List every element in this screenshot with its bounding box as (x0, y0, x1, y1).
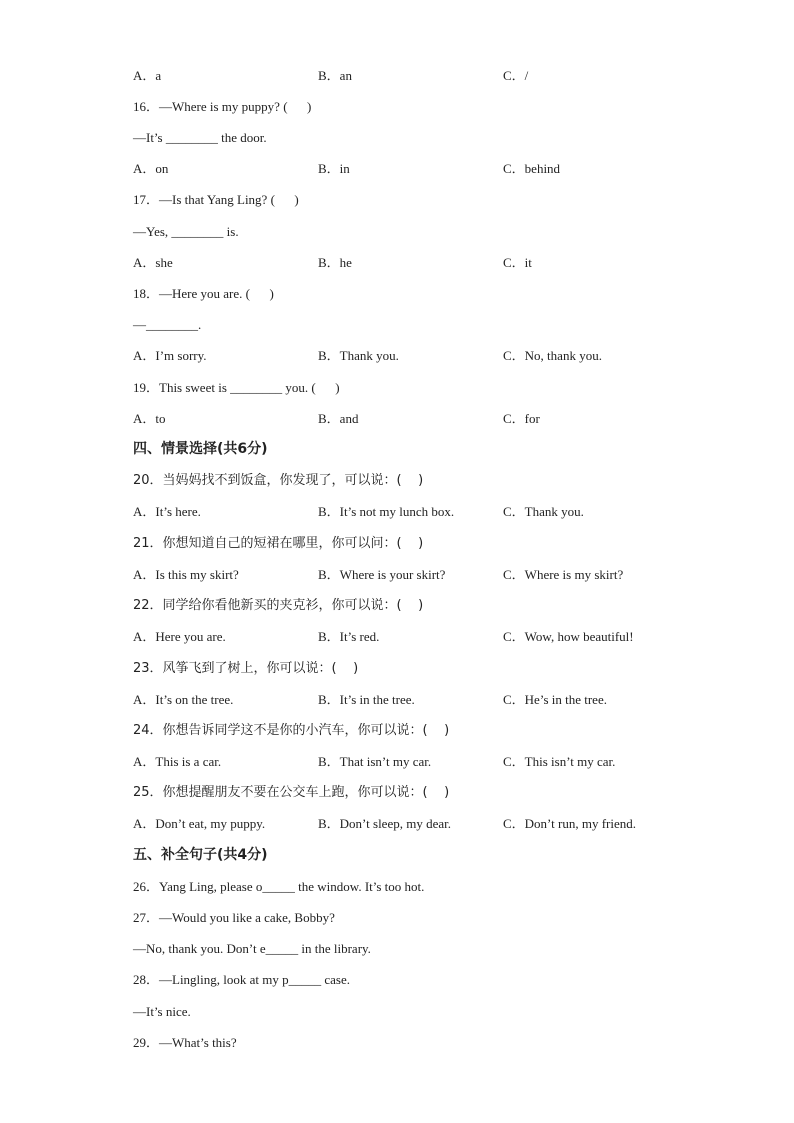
option-a: A．Is this my skirt? (133, 567, 239, 582)
option-c: C．No, thank you. (503, 348, 602, 363)
question-29: 29．—What’s this? (133, 1035, 237, 1050)
section-heading-5: 五、补全句子(共4分) (133, 847, 268, 863)
question-18-answer-line: —________. (133, 317, 202, 332)
option-a: A．It’s here. (133, 504, 201, 519)
option-a: A．to (133, 411, 166, 426)
option-b: B．Where is your skirt? (318, 567, 446, 582)
option-b: B．It’s not my lunch box. (318, 504, 455, 519)
option-c: C．He’s in the tree. (503, 692, 607, 707)
option-a: A．on (133, 161, 169, 176)
option-b: B．and (318, 411, 359, 426)
question-20: 20．当妈妈找不到饭盒，你发现了，可以说：( ) (133, 473, 424, 488)
option-b: B．in (318, 161, 350, 176)
option-c: C．Wow, how beautiful! (503, 629, 634, 644)
question-18: 18．—Here you are. ( ) (133, 286, 274, 301)
option-b: B．It’s in the tree. (318, 692, 415, 707)
option-a: A．It’s on the tree. (133, 692, 234, 707)
option-b: B．That isn’t my car. (318, 754, 432, 769)
option-c: C．This isn’t my car. (503, 754, 616, 769)
question-21: 21．你想知道自己的短裙在哪里，你可以问：( ) (133, 536, 424, 551)
option-c: C．Where is my skirt? (503, 567, 624, 582)
option-b: B．an (318, 68, 352, 83)
option-b: B．he (318, 255, 352, 270)
question-27: 27．—Would you like a cake, Bobby? (133, 910, 335, 925)
option-a: A．a (133, 68, 162, 83)
question-28: 28．—Lingling, look at my p_____ case. (133, 972, 351, 987)
question-28-answer-line: —It’s nice. (133, 1004, 191, 1019)
option-c: C．it (503, 255, 532, 270)
option-c: C．/ (503, 68, 529, 83)
question-26: 26．Yang Ling, please o_____ the window. It’s too hot. (133, 879, 425, 894)
question-16-answer-line: —It’s ________ the door. (133, 130, 267, 145)
question-27-answer-line: —No, thank you. Don’t e_____ in the library. (133, 941, 371, 956)
section-heading-4: 四、情景选择(共6分) (133, 441, 268, 457)
option-a: A．This is a car. (133, 754, 222, 769)
option-b: B．Thank you. (318, 348, 399, 363)
option-a: A．Here you are. (133, 629, 226, 644)
option-a: A．she (133, 255, 173, 270)
option-a: A．Don’t eat, my puppy. (133, 816, 266, 831)
option-c: C．Thank you. (503, 504, 584, 519)
option-c: C．for (503, 411, 540, 426)
option-a: A．I’m sorry. (133, 348, 207, 363)
question-19: 19．This sweet is ________ you. ( ) (133, 380, 340, 395)
question-17-answer-line: —Yes, ________ is. (133, 224, 239, 239)
question-16: 16．—Where is my puppy? ( ) (133, 99, 312, 114)
question-24: 24．你想告诉同学这不是你的小汽车，你可以说：( ) (133, 723, 450, 738)
option-b: B．Don’t sleep, my dear. (318, 816, 451, 831)
question-17: 17．—Is that Yang Ling? ( ) (133, 192, 299, 207)
question-22: 22．同学给你看他新买的夹克衫，你可以说：( ) (133, 598, 424, 613)
option-b: B．It’s red. (318, 629, 380, 644)
question-23: 23．风筝飞到了树上，你可以说：( ) (133, 661, 359, 676)
question-25: 25．你想提醒朋友不要在公交车上跑，你可以说：( ) (133, 785, 450, 800)
option-c: C．behind (503, 161, 561, 176)
option-c: C．Don’t run, my friend. (503, 816, 636, 831)
